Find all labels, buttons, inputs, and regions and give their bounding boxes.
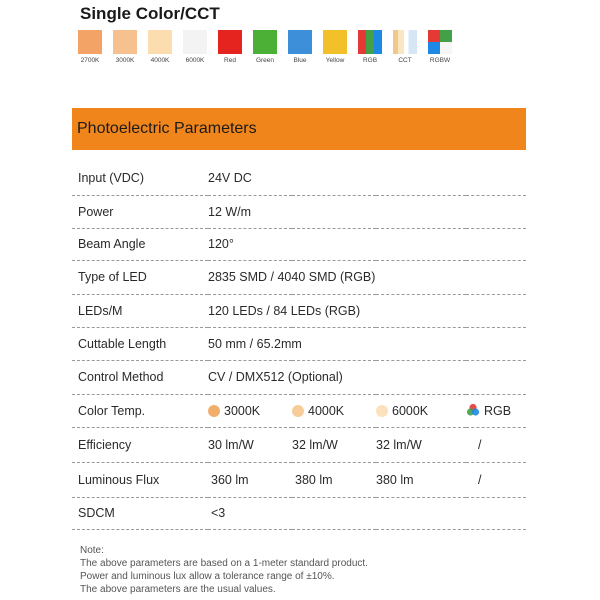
param-label: Input (VDC): [78, 171, 144, 186]
param-value: 120°: [208, 237, 234, 251]
param-label: Control Method: [78, 370, 164, 384]
page-title: Single Color/CCT: [80, 4, 220, 23]
param-value: /: [478, 437, 482, 452]
param-value: 12 W/m: [208, 204, 252, 219]
notes-block: [80, 544, 368, 596]
param-value: 32 lm/W: [376, 437, 422, 452]
swatch-label: 3000K: [115, 57, 135, 64]
param-value: 50 mm / 65.2mm: [208, 336, 302, 351]
section-header-bar: [72, 108, 526, 150]
param-label: SDCM: [78, 506, 115, 520]
param-label: Beam Angle: [78, 237, 146, 251]
swatch-green: [253, 30, 277, 64]
note-line: Power and luminous lux allow a tolerance range of ±10%.: [80, 571, 335, 582]
param-value: 380 lm: [376, 472, 414, 487]
color-dot-icon: [376, 405, 388, 417]
param-value: 120 LEDs / 84 LEDs (RGB): [208, 303, 361, 318]
swatch-red: [218, 30, 242, 64]
swatch-label: 6000K: [185, 57, 205, 64]
param-value: 2835 SMD / 4040 SMD (RGB): [208, 270, 376, 284]
param-value: /: [478, 472, 482, 487]
param-value: 30 lm/W: [208, 437, 254, 452]
swatch-blue: [288, 30, 312, 64]
param-label: Efficiency: [78, 437, 132, 452]
table-row: [72, 427, 526, 462]
swatch-yellow: [323, 30, 347, 64]
table-row: [72, 360, 526, 394]
swatch-2700k: [78, 30, 102, 64]
swatch-label: Blue: [293, 57, 307, 64]
note-line: The above parameters are the usual values.: [80, 584, 276, 595]
param-label: Power: [78, 204, 114, 219]
parameters-table: [72, 162, 526, 530]
swatch-label: CCT: [398, 57, 412, 64]
param-label: LEDs/M: [78, 303, 123, 318]
color-swatch-icon: [323, 30, 347, 54]
section-title: Photoelectric Parameters: [77, 120, 257, 137]
swatch-label: Yellow: [325, 57, 345, 64]
swatch-4000k: [148, 30, 172, 64]
swatch-3000k: [113, 30, 137, 64]
swatch-rgbw: [428, 30, 452, 64]
color-dot-icon: [208, 405, 220, 417]
color-temp-cell: 3000K: [208, 394, 292, 427]
param-value: 24V DC: [208, 171, 252, 186]
table-row: [72, 497, 526, 529]
color-swatch-icon: [183, 30, 207, 54]
color-swatch-icon: [148, 30, 172, 54]
table-row: [72, 162, 526, 195]
color-swatch-icon: [113, 30, 137, 54]
param-value: 32 lm/W: [292, 437, 338, 452]
table-row: [72, 294, 526, 327]
color-temp-cell: 4000K: [292, 394, 376, 427]
swatch-rgb: [358, 30, 382, 64]
note-line: The above parameters are based on a 1-meter standard product.: [80, 558, 368, 569]
swatch-label: 2700K: [80, 57, 100, 64]
table-row: [72, 228, 526, 260]
swatch-label: Red: [224, 57, 236, 64]
rgbw-quad-icon: [428, 30, 452, 54]
table-row: [72, 260, 526, 294]
table-row: [72, 327, 526, 360]
color-swatch-icon: [288, 30, 312, 54]
table-row: [72, 462, 526, 497]
color-swatch-icon: [218, 30, 242, 54]
color-swatch-icon: [78, 30, 102, 54]
param-value: CV / DMX512 (Optional): [208, 370, 343, 384]
swatch-cct: [393, 30, 417, 64]
color-swatch-row: [78, 30, 452, 64]
param-value: 380 lm: [295, 472, 333, 487]
notes-heading: Note:: [80, 545, 104, 556]
color-temp-cell: RGB: [466, 394, 526, 427]
table-row: [72, 195, 526, 228]
swatch-6000k: [183, 30, 207, 64]
swatch-label: RGB: [362, 57, 378, 64]
color-temp-cell: 6000K: [376, 394, 466, 427]
cct-gradient-icon: [393, 30, 417, 54]
swatch-label: RGBW: [429, 57, 451, 64]
param-label: Type of LED: [78, 270, 147, 284]
color-swatch-icon: [253, 30, 277, 54]
rgb-circles-icon: [466, 403, 480, 417]
param-label: Luminous Flux: [78, 472, 160, 487]
color-dot-icon: [292, 405, 304, 417]
param-value: 360 lm: [211, 472, 249, 487]
table-row: [72, 394, 526, 427]
param-label: Cuttable Length: [78, 336, 167, 351]
swatch-label: 4000K: [150, 57, 170, 64]
param-label: Color Temp.: [78, 403, 146, 418]
rgb-gradient-icon: [358, 30, 382, 54]
swatch-label: Green: [255, 57, 275, 64]
param-value: <3: [211, 506, 226, 520]
